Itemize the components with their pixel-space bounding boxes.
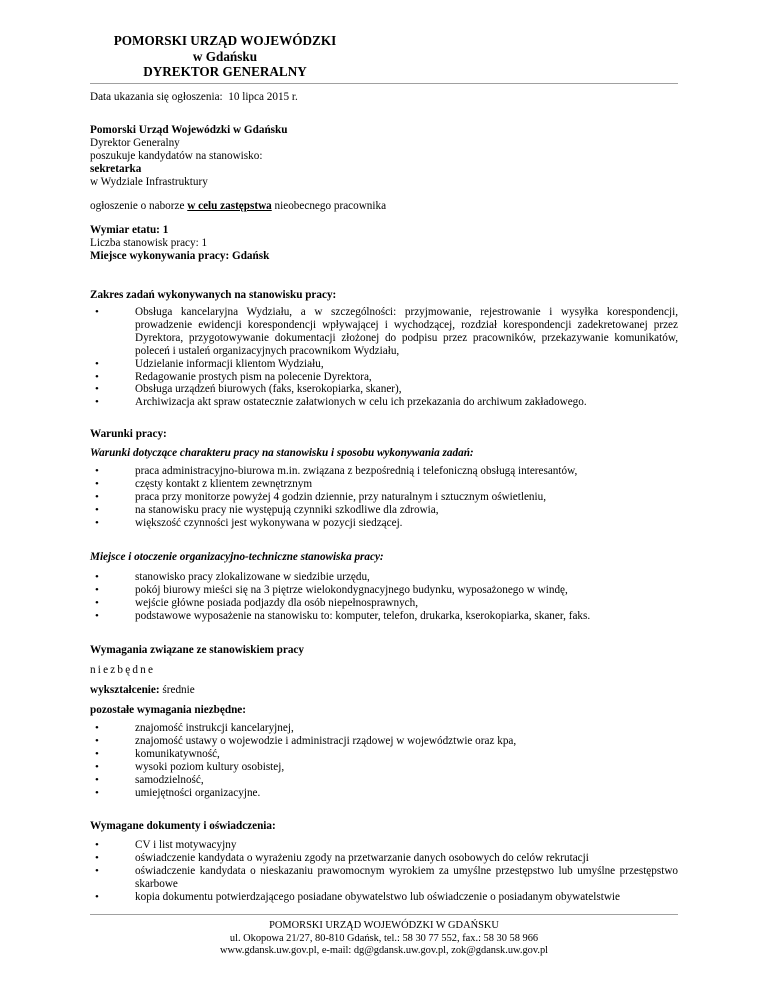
bullet-icon: • [95,747,99,760]
education-line [90,684,195,697]
positions-count: Liczba stanowisk pracy: 1 [90,237,208,249]
bullet-icon: • [95,583,99,596]
list-item: • wejście główne posiada podjazdy dla osób niepełnosprawnych, [95,596,419,609]
list-item: • Udzielanie informacji klientom Wydziału, [95,357,324,370]
bullet-icon: • [95,851,99,864]
bullet-icon: • [95,722,99,734]
bullet-icon: • [95,477,99,490]
footer-address: ul. Okopowa 21/27, 80-810 Gdańsk, tel.: 58 30 77 552, fax.: 58 30 58 966 [229,932,539,944]
bullet-icon: • [95,760,99,773]
documents-title: Wymagane dokumenty i oświadczenia: [90,820,276,832]
bullet-icon: • [95,396,99,409]
other-requirements-title: pozostałe wymagania niezbędne: [90,704,246,716]
bullet-icon: • [95,490,99,503]
publication-date-line [90,91,298,104]
bullet-icon: • [95,306,99,318]
list-item: • Obsługa urządzeń biurowych (faks, kserokopiarka, skaner), [95,383,402,396]
list-item: • pokój biurowy mieści się na 3 piętrze wielokondygnacyjnego budynku, wyposażonego w windę, [95,583,568,596]
letterhead-line-1: POMORSKI URZĄD WOJEWÓDZKI [113,33,337,48]
conditions-list-1 [90,465,678,530]
list-item: • na stanowisku pracy nie występują czynniki szkodliwe dla zdrowia, [95,503,439,516]
notice-emphasis: w celu zastępstwa [187,200,272,212]
list-item: • kopia dokumentu potwierdzającego posiadane obywatelstwo lub oświadczenie o posiadanym obywatelstwie [95,890,620,903]
conditions-subtitle-1: Warunki dotyczące charakteru pracy na stanowisku i sposobu wykonywania zadań: [90,447,474,459]
list-item: • Redagowanie prostych pism na polecenie Dyrektora, [95,370,372,383]
seeks-text: poszukuje kandydatów na stanowisko: [90,150,263,162]
requirements-title: Wymagania związane ze stanowiskiem pracy [90,644,304,656]
requirements-necessary: niezbędne [90,664,156,676]
org-role: Dyrektor Generalny [90,137,180,149]
bullet-icon: • [95,839,99,851]
list-item: • Archiwizacja akt spraw ostatecznie załatwionych w celu ich przekazania do archiwum zakładowego. [95,396,587,409]
list-item: • samodzielność, [95,773,204,786]
header-divider [90,83,678,84]
list-item: • oświadczenie kandydata o nieskazaniu prawomocnym wyrokiem za umyślne przestępstwo lub umyślne przestępstwo skarbowe [95,864,678,890]
footer-org: POMORSKI URZĄD WOJEWÓDZKI W GDAŃSKU [269,920,499,931]
list-item: • stanowisko pracy zlokalizowane w siedzibie urzędu, [95,571,370,583]
footer-contact: www.gdansk.uw.gov.pl, e-mail: dg@gdansk.uw.gov.pl, zok@gdansk.uw.gov.pl [219,945,549,956]
letterhead-line-3: DYREKTOR GENERALNY [143,64,307,79]
bullet-icon: • [95,609,99,622]
recruitment-notice [90,200,386,213]
list-item: • większość czynności jest wykonywana w pozycji siedzącej. [95,516,403,529]
work-location: Miejsce wykonywania pracy: Gdańsk [90,250,270,262]
bullet-icon: • [95,596,99,609]
letterhead [90,33,360,80]
bullet-icon: • [95,773,99,786]
position-name: sekretarka [90,163,142,175]
footer-divider [90,914,678,915]
publication-date-value: 10 lipca 2015 r. [228,91,298,103]
publication-date-label: Data ukazania się ogłoszenia: [90,91,223,103]
list-item: • praca przy monitorze powyżej 4 godzin dziennie, przy naturalnym i sztucznym oświetleniu, [95,490,547,503]
list-item: • znajomość ustawy o wojewodzie i administracji rządowej w województwie oraz kpa, [95,734,517,747]
notice-suffix: nieobecnego pracownika [274,200,387,212]
list-item: • znajomość instrukcji kancelaryjnej, [95,722,294,734]
duties-list [90,306,678,409]
list-item: • CV i list motywacyjny [95,839,237,851]
conditions-title: Warunki pracy: [90,428,167,440]
org-name: Pomorski Urząd Wojewódzki w Gdańsku [90,124,288,136]
list-item: • wysoki poziom kultury osobistej, [95,760,285,773]
bullet-icon: • [95,383,99,396]
list-item: • praca administracyjno-biurowa m.in. związana z bezpośrednią i telefoniczną obsługą interesantów, [95,465,578,477]
conditions-list-2 [90,571,678,623]
list-item: • Obsługa kancelaryjna Wydziału, a w szczególności: przyjmowanie, rejestrowanie i wysyłka korespondencji, prowadzenie ewidencji korespondencji wpływającej i wychodzącej, rozdział korespondencji zadekretowanej przez Dyrektora, przygotowywanie dokumentacji złożonej do podpisu przez pracowników, przekazywanie komunikatów, poleceń i ustaleń organizacyjnych pracownikom Wydziału, [95,306,678,357]
bullet-icon: • [95,370,99,383]
conditions-subtitle-2: Miejsce i otoczenie organizacyjno-techniczne stanowiska pracy: [90,551,384,563]
list-item: • oświadczenie kandydata o wyrażeniu zgody na przetwarzanie danych osobowych do celów rekrutacji [95,851,589,864]
bullet-icon: • [95,890,99,903]
documents-list [90,839,678,904]
letterhead-line-2: w Gdańsku [192,48,258,64]
bullet-icon: • [95,516,99,529]
bullet-icon: • [95,734,99,747]
department-name: w Wydziale Infrastruktury [90,176,208,188]
fte-info: Wymiar etatu: 1 [90,224,169,236]
list-item: • podstawowe wyposażenie na stanowisku to: komputer, telefon, drukarka, kserokopiarka, skaner, faks. [95,609,591,622]
list-item: • częsty kontakt z klientem zewnętrznym [95,477,313,490]
list-item: • komunikatywność, [95,747,220,760]
footer [90,920,678,958]
bullet-icon: • [95,864,99,877]
bullet-icon: • [95,571,99,583]
bullet-icon: • [95,786,99,799]
duties-title: Zakres zadań wykonywanych na stanowisku pracy: [90,289,337,301]
bullet-icon: • [95,465,99,477]
list-item: • umiejętności organizacyjne. [95,786,261,799]
notice-prefix: ogłoszenie o naborze [90,200,185,212]
education-value: średnie [162,684,195,696]
requirements-list [90,722,678,799]
education-label: wykształcenie: [90,684,160,696]
bullet-icon: • [95,357,99,370]
bullet-icon: • [95,503,99,516]
